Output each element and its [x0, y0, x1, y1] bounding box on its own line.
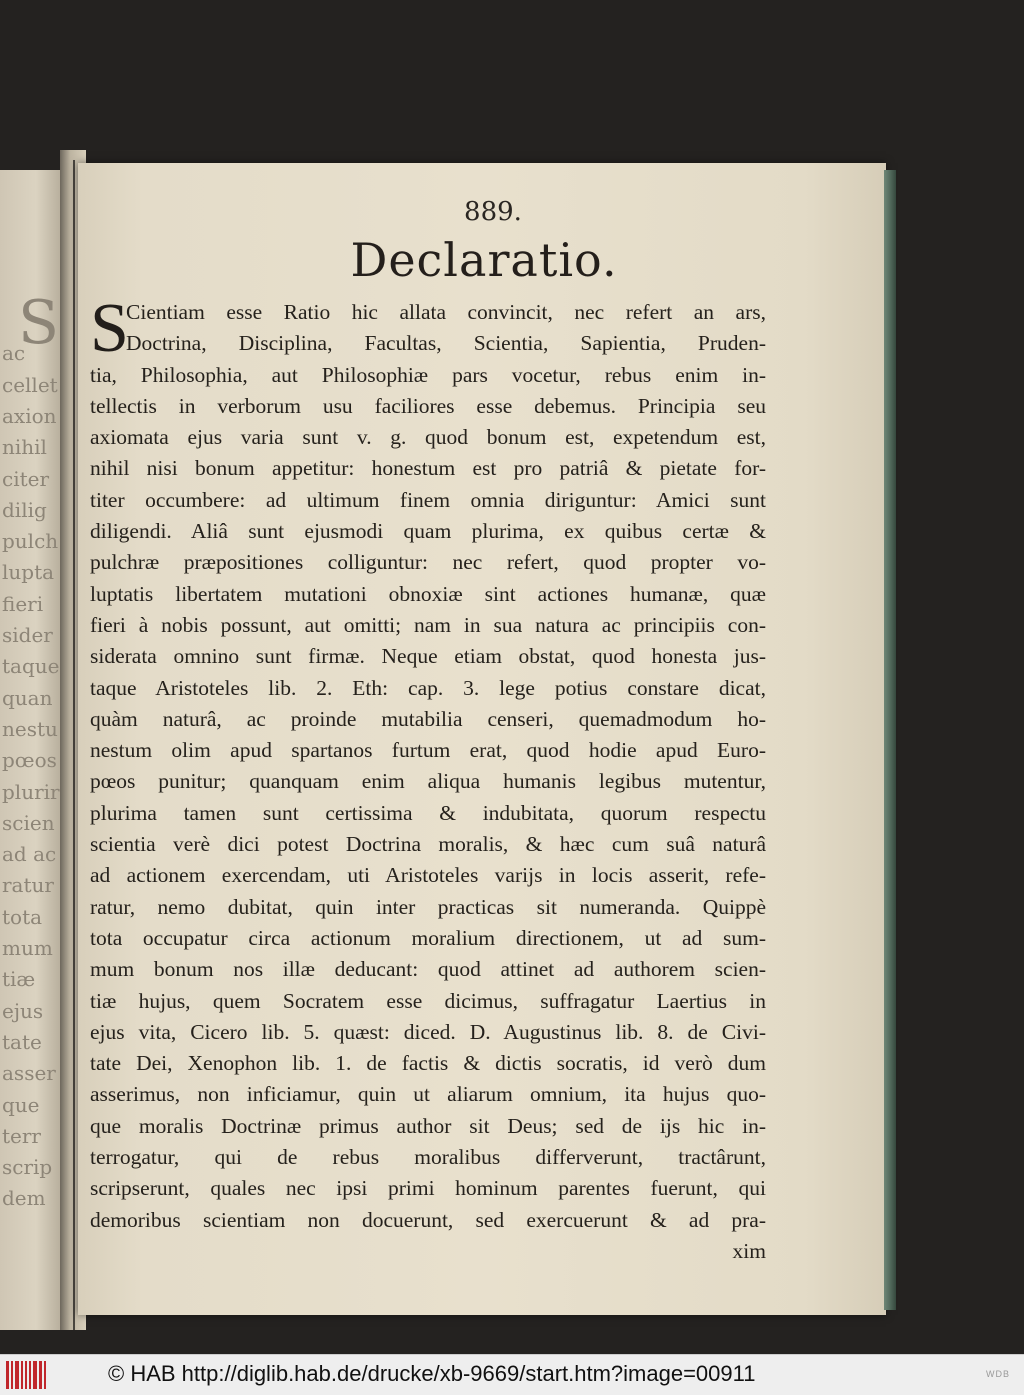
text-line: demoribus scientiam non docuerunt, sed exercuerunt & ad pra- [90, 1207, 766, 1232]
facing-page-fragment: pulch [2, 529, 59, 554]
text-line: que moralis Doctrinæ primus author sit Deus; sed de ijs hic in- [90, 1113, 766, 1138]
text-line: diligendi. Aliâ sunt ejusmodi quam plurima, ex quibus certæ & [90, 519, 766, 544]
facing-page-fragment: que [2, 1092, 40, 1117]
text-line: asserimus, non inficiamur, quin ut aliarum omnium, ita hujus quo- [90, 1082, 766, 1107]
facing-page-fragment: scien [2, 810, 55, 835]
facing-page-fragment: dilig [2, 497, 47, 522]
drop-cap: S [90, 290, 129, 367]
text-line: tia, Philosophia, aut Philosophiæ pars vocetur, rebus enim in- [90, 362, 766, 387]
facing-page-fragment: tota [2, 904, 43, 929]
facing-page-fragment: cellet [2, 372, 58, 397]
text-line: scripserunt, quales nec ipsi primi hominum parentes fuerunt, qui [90, 1176, 766, 1201]
facing-page-edge [0, 170, 60, 1330]
footer-mark: WDB [986, 1369, 1010, 1379]
facing-page-fragment: nihil [2, 435, 47, 460]
text-line: tellectis in verborum usu faciliores esse debemus. Principia seu [90, 393, 766, 418]
text-line: siderata omnino sunt firmæ. Neque etiam obstat, quod honesta jus- [90, 644, 766, 669]
text-line: scientia verè dici potest Doctrina moralis, & hæc cum suâ naturâ [90, 832, 766, 857]
facing-page-fragment: quan [2, 685, 53, 710]
footer-bar [0, 1354, 1024, 1395]
body-text [90, 290, 766, 1267]
facing-page-fragment: tiæ [2, 967, 36, 992]
facing-page-fragment: tate [2, 1029, 42, 1054]
text-line: titer occumbere: ad ultimum finem omnia diriguntur: Amici sunt [90, 487, 766, 512]
page-edge-shadow [884, 170, 896, 1310]
copyright-link[interactable]: © HAB http://diglib.hab.de/drucke/xb-9669/start.htm?image=00911 [108, 1361, 756, 1386]
facing-page-fragment: nestu [2, 716, 58, 741]
text-line: tate Dei, Xenophon lib. 1. de factis & dictis socratis, id verò dum [90, 1051, 766, 1076]
facing-page-fragment: plurir [2, 779, 60, 804]
facing-page-fragment: pœos [2, 748, 57, 773]
page-number-text: 889. [464, 197, 522, 227]
facing-page-fragment: S [18, 288, 60, 358]
text-line: nestum olim apud spartanos furtum erat, quod hodie apud Euro- [90, 738, 766, 763]
facing-page-fragment: mum [2, 936, 53, 960]
facing-page-fragment: ac [2, 341, 26, 366]
facing-page-fragment: sider [2, 623, 53, 647]
text-line: mum bonum nos illæ deducant: quod attinet ad authorem scien- [90, 957, 766, 982]
text-line: pœos punitur; quanquam enim aliqua humanis legibus mutentur, [90, 769, 766, 794]
text-line: ratur, nemo dubitat, quin inter practicas sit numeranda. Quippè [90, 894, 766, 919]
text-line: ejus vita, Cicero lib. 5. quæst: diced. D. Augustinus lib. 8. de Civi- [90, 1019, 766, 1044]
facing-page-fragment: ratur [2, 873, 54, 898]
facing-page-fragment: ad ac [2, 842, 57, 867]
facing-page-fragment: taque [2, 654, 60, 679]
text-line: axiomata ejus varia sunt v. g. quod bonum est, expetendum est, [90, 425, 766, 450]
text-line: plurima tamen sunt certissima & indubitata, quorum respectu [90, 800, 766, 825]
text-line: taque Aristoteles lib. 2. Eth: cap. 3. lege potius constare dicat, [90, 675, 766, 700]
text-line: quàm naturâ, ac proinde mutabilia censeri, quemadmodum ho- [90, 706, 766, 731]
text-line: nihil nisi bonum appetitur: honestum est pro patriâ & pietate for- [90, 456, 766, 481]
facing-page-fragment: terr [2, 1123, 41, 1148]
facing-page-fragment: axion [2, 403, 57, 428]
text-line: Doctrina, Disciplina, Facultas, Scientia, Sapientia, Pruden- [126, 331, 766, 356]
facing-page-fragment: lupta [2, 560, 55, 585]
book-page [78, 163, 886, 1315]
facing-page-fragment: fieri [2, 591, 44, 616]
catchword: xim [732, 1238, 766, 1263]
text-line: luptatis libertatem mutationi obnoxiæ sint actiones humanæ, quæ [90, 581, 766, 606]
text-line: pulchræ præpositiones colliguntur: nec refert, quod propter vo- [90, 550, 766, 575]
page-number [78, 197, 886, 227]
facing-page-fragment: scrip [2, 1155, 53, 1180]
text-line: fieri à nobis possunt, aut omitti; nam in sua natura ac principiis con- [90, 612, 766, 637]
heading-text: Declaratio. [350, 233, 618, 287]
text-line: tota occupatur circa actionum moralium directionem, ut ad sum- [90, 925, 766, 950]
facing-page-fragment: asser [2, 1061, 56, 1086]
facing-page-fragment: citer [2, 466, 50, 491]
text-line: terrogatur, qui de rebus moralibus differverunt, tractârunt, [90, 1145, 766, 1170]
text-line: ad actionem exercendam, uti Aristoteles varijs in locis asserit, refe- [90, 863, 766, 888]
facing-page-fragment: ejus [2, 998, 44, 1023]
page-heading [78, 233, 886, 287]
gutter-line [73, 160, 75, 1330]
text-line: tiæ hujus, quem Socratem esse dicimus, suffragatur Laertius in [90, 988, 766, 1013]
facing-page-fragment: dem [2, 1186, 46, 1211]
text-line: Cientiam esse Ratio hic allata convincit, nec refert an ars, [126, 300, 766, 324]
barcode-icon [6, 1361, 46, 1389]
